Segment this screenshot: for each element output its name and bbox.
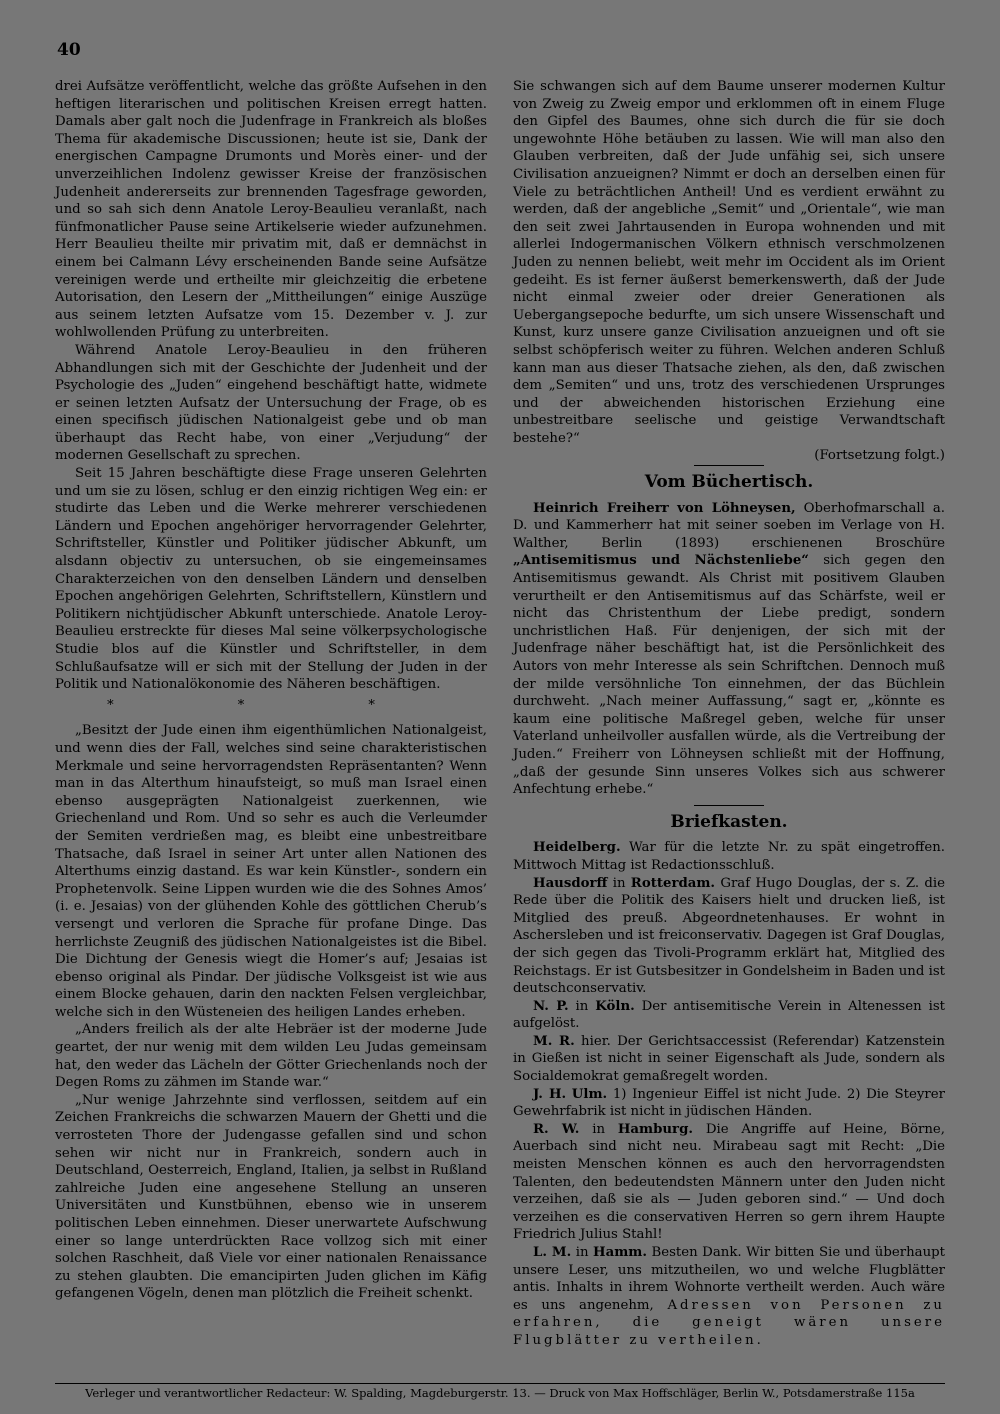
continuation-note: (Fortsetzung folgt.) — [814, 448, 945, 464]
letter-entry — [513, 1033, 945, 1086]
book-review — [513, 500, 945, 799]
paragraph: Während Anatole Leroy-Beaulieu in den früheren Abhandlungen sich mit der Geschichte der Judenheit und der Psychologie des „Juden“ eingehend beschäftigt hatte, widmete er seinen letzten Aufsatz der Untersuchung der Frage, ob es einen specifisch jüdischen Nationalgeist gebe und ob man überhaupt das Recht habe, von einer „Verjudung“ der modernen Gesellschaft zu sprechen. — [55, 342, 487, 464]
letter-text: Die Angriffe auf Heine, Börne, Auerbach sind nicht neu. Mirabeau sagt mit Recht: „Die meisten Menschen können es auch den hervorragendsten Talenten, den bedeutendsten Männern unter den Juden nicht verzeihen, daß sie als — Juden geboren sind.“ — Und doch verzeihen es die conservativen Herren so gern ihrem Haupte Friedrich Julius Stahl! — [513, 1121, 945, 1243]
paragraph: drei Aufsätze veröffentlicht, welche das größte Aufsehen in den heftigen literarischen und politischen Kreisen erregt hatten. Damals aber galt noch die Judenfrage in Frankreich als bloßes Thema für akademische Discussionen; heute ist sie, Dank der energischen Campagne Drumonts und Morès einer- und der unverzeihlichen Indolenz gewisser Kreise der französischen Judenheit andererseits zur brennenden Tagesfrage geworden, und so sah sich denn Anatole Leroy-Beaulieu veranlaßt, nach fünfmonatlicher Pause seine Artikelserie wieder aufzunehmen. Herr Beaulieu theilte mir privatim mit, daß er demnächst in einem bei Calmann Lévy erscheinenden Bande seine Aufsätze vereinigen werde und ertheilte mir gleichzeitig die erbetene Autorisation, den Lesern der „Mittheilungen“ einige Auszüge aus seinem letzten Aufsatze vom 15. Dezember v. J. zur wohlwollenden Prüfung zu unterbreiten. — [55, 79, 487, 341]
book-text: sich gegen den Antisemitismus gewandt. Als Christ mit positivem Glauben verurtheilt er den Antisemitismus auf das Schärfste, weil er nicht das Christenthum der Liebe predigt, sondern unchristlichen Haß. Für denjenigen, der sich mit der Judenfrage näher beschäftigt hat, ist die Persönlichkeit des Autors von mehr Interesse als sein Schriftchen. Dennoch muß der milde versöhnliche Ton einnehmen, der das Büchlein durchweht. „Nach meiner Auffassung,“ sagt er, „könnte es kaum eine politische Maßregel geben, welche für unser Vaterland unheilvoller ausfallen würde, als die Vertreibung der Juden.“ Freiherr von Löhneysen schließt mit der Hoffnung, „daß der gesunde Sinn unseres Volkes sich aus schwerer Anfechtung erhebe.“ — [513, 553, 945, 798]
letter-emphasis: Adressen von Personen zu erfahren, die geneigt wären unsere Flugblätter zu vertheilen. — [513, 1297, 945, 1348]
right-column — [513, 78, 945, 1350]
letter-text: Graf Hugo Douglas, der s. Z. die Rede über die Politik des Kaisers hielt und drucken ließ, ist Mitglied des preuß. Abgeordnetenhauses. Er wohnt in Aschersleben und ist freiconservativ. Dagegen ist Graf Douglas, der sich gegen das Tivoli-Programm erklärt hat, Mitglied des Reichstags. Er ist Gutsbesitzer in Gondelsheim in Baden und ist deutschconservativ. — [513, 875, 945, 997]
letter-entry — [513, 998, 945, 1033]
book-title: „Antisemitismus und Nächstenliebe“ — [513, 553, 809, 569]
divider — [694, 465, 764, 466]
letter-text: hier. Der Gerichtsaccessist (Referendar) Katzenstein in Gießen ist nicht in seiner Eigenschaft als Jude, sondern als Socialdemokrat gemaßregelt worden. — [513, 1033, 945, 1085]
imprint-footer: Verleger und verantwortlicher Redacteur: W. Spalding, Magdeburgerstr. 13. — Druck von Max Hoffschläger, Berlin W., Potsdamerstraße 115a — [85, 1386, 915, 1400]
paragraph: „Nur wenige Jahrzehnte sind verflossen, seitdem auf ein Zeichen Frankreichs die schwarzen Mauern der Ghetti und die verrosteten Thore der Judengasse gefallen sind und schon sehen wir nicht nur in Frankreich, sondern auch in Deutschland, Oesterreich, England, Italien, ja selbst in Rußland zahlreiche Juden eine angesehene Stellung an unseren Universitäten und Kunstbühnen, ebenso wie in unserem politischen Leben einnehmen. Dieser unerwartete Aufschwung einer so lange unterdrückten Race vollzog sich mit einer solchen Raschheit, daß Viele vor einer nationalen Renaissance zu stehen glaubten. Die emancipirten Juden glichen im Käfig gefangenen Vögeln, denen man plötzlich die Freiheit schenkt. — [55, 1092, 487, 1302]
letter-text: Besten Dank. Wir bitten Sie und überhaupt unsere Leser, uns mitzutheilen, wo und welche Flugblätter antis. Inhalts in ihrem Wohnorte vertheilt werden. Auch wäre es uns angenehm, — [513, 1245, 945, 1313]
paragraph: Sie schwangen sich auf dem Baume unserer modernen Kultur von Zweig zu Zweig empor und erklommen oft in einem Fluge den Gipfel des Baumes, ohne sich durch die für sie doch ungewohnte Höhe betäuben zu lassen. Wie will man also den Glauben verbreiten, daß der Jude unfähig sei, sich unsere Civilisation anzueignen? Nimmt er doch an derselben einen für Viele zu beträchtlichen Antheil! Und es verdient erwähnt zu werden, daß der angebliche „Semit“ und „Orientale“, wie man den seit zwei Jahrtausenden in Europa wohnenden und mit allerlei Indogermanischen Völkern ethnisch verschmolzenen Juden zu nennen beliebt, weit mehr im Occident als im Orient gedeiht. Es ist ferner äußerst bemerkenswerth, daß der Jude nicht einmal zweier oder dreier Generationen als Uebergangsepoche bedurfte, um sich unsere Wissenschaft und Kunst, kurz unsere ganze Civilisation anzueignen und oft sie selbst schöpferisch weiter zu führen. Welchen anderen Schluß kann man aus dieser Thatsache ziehen, als den, daß zwischen dem „Semiten“ und uns, trotz des verschiedenen Ursprunges und der abweichenden historischen Erziehung eine unbestreitbare seelische und geistige Verwandtschaft bestehe?“ — [513, 79, 945, 446]
left-column — [55, 78, 487, 1303]
letter-place: Ulm. — [571, 1086, 608, 1102]
letter-entry — [513, 1086, 945, 1121]
letter-recipient: N. P. — [533, 998, 569, 1014]
letter-recipient: Heidelberg. — [533, 840, 621, 856]
letter-text: War für die letzte Nr. zu spät eingetroffen. Mittwoch Mittag ist Redactionsschluß. — [513, 840, 945, 873]
letter-recipient: M. R. — [533, 1033, 575, 1049]
letter-recipient: L. M. — [533, 1245, 572, 1260]
footer-divider — [55, 1383, 945, 1384]
section-title-letters: Briefkasten. — [670, 811, 788, 832]
letter-recipient: R. W. — [533, 1121, 580, 1137]
divider — [694, 805, 764, 806]
letter-entry — [513, 1121, 945, 1244]
letter-entry — [513, 1244, 945, 1350]
letter-text: in — [575, 1245, 589, 1260]
letter-entry — [513, 875, 945, 998]
book-author: Heinrich Freiherr von Löhneysen, — [533, 500, 796, 516]
letter-text: 1) Ingenieur Eiffel ist nicht Jude. 2) Die Steyrer Gewehrfabrik ist nicht in jüdischen Händen. — [513, 1086, 945, 1120]
book-text: Oberhofmarschall a. D. und Kammerherr hat mit seiner soeben im Verlage von H. Walther, Berlin (1893) erschienenen Broschüre — [513, 500, 946, 551]
section-separator: * * * — [107, 697, 435, 713]
letter-place: Hamburg. — [617, 1121, 693, 1137]
letter-entry — [513, 839, 945, 874]
section-title-books: Vom Büchertisch. — [644, 472, 814, 493]
letter-text: in — [575, 998, 589, 1014]
letter-place: Rotterdam. — [630, 875, 716, 891]
letter-text: in — [612, 875, 626, 891]
paragraph: „Besitzt der Jude einen ihm eigenthümlichen Nationalgeist, und wenn dies der Fall, welches sind seine charakteristischen Merkmale und seine hervorragendsten Repräsentanten? Wenn man in das Alterthum hinaufsteigt, so muß man Israel einen ebenso ausgeprägten Nationalgeist zuerkennen, wie Griechenland und Rom. Und so sehr es auch die Verleumder der Semiten verdrießen mag, es bleibt eine unbestreitbare Thatsache, daß Israel in seiner Art unter allen Nationen des Alterthums einzig dastand. Es war kein Künstler-, sondern ein Prophetenvolk. Seine Lippen wurden wie die des Sohnes Amos’ (i. e. Jesaias) von der glühenden Kohle des göttlichen Cherub’s versengt und verloren die Sprache für profane Dinge. Das herrlichste Zeugniß des jüdischen Nationalgeistes ist die Bibel. Die Dichtung der Genesis wiegt die Homer’s auf; Jesaias ist ebenso original als Pindar. Der jüdische Volksgeist ist wie aus einem Blocke gehauen, darin den nackten Felsen vergleichbar, welche sich in den Wüsteneien des heiligen Landes erheben. — [55, 723, 487, 1020]
letter-recipient: Hausdorff — [533, 875, 608, 891]
paragraph: Seit 15 Jahren beschäftigte diese Frage unseren Gelehrten und um sie zu lösen, schlug er den einzig richtigen Weg ein: er studirte das Leben und die Werke mehrerer verschiedenen Ländern und Epochen angehöriger hervorragender Gelehrter, Schriftsteller, Künstler und Politiker jüdischer Abkunft, um alsdann objectiv zu untersuchen, ob sie eingemeinsames Charakterzeichen von den denselben Ländern und denselben Epochen angehörigen Gelehrten, Schriftstellern, Künstlern und Politikern nichtjüdischer Abkunft unterschiede. Anatole Leroy-Beaulieu erstreckte für dieses Mal seine völkerpsychologische Studie blos auf die Künstler und Schriftsteller, in dem Schlußaufsatze will er sich mit der Stellung der Juden in der Politik und Nationalökonomie des Näheren beschäftigen. — [55, 466, 487, 693]
page-number: 40 — [57, 40, 81, 60]
letter-recipient: J. H. — [533, 1086, 567, 1102]
paragraph: „Anders freilich als der alte Hebräer ist der moderne Jude geartet, der nur wenig mit dem wilden Leu Judas gemeinsam hat, den weder das Lächeln der Götter Griechenlands noch der Degen Roms zu zähmen im Stande war.“ — [55, 1022, 487, 1091]
letter-place: Hamm. — [593, 1245, 647, 1260]
letter-text: in — [592, 1121, 606, 1137]
letter-place: Köln. — [595, 998, 635, 1014]
letter-text: Der antisemitische Verein in Altenessen ist aufgelöst. — [513, 998, 945, 1032]
